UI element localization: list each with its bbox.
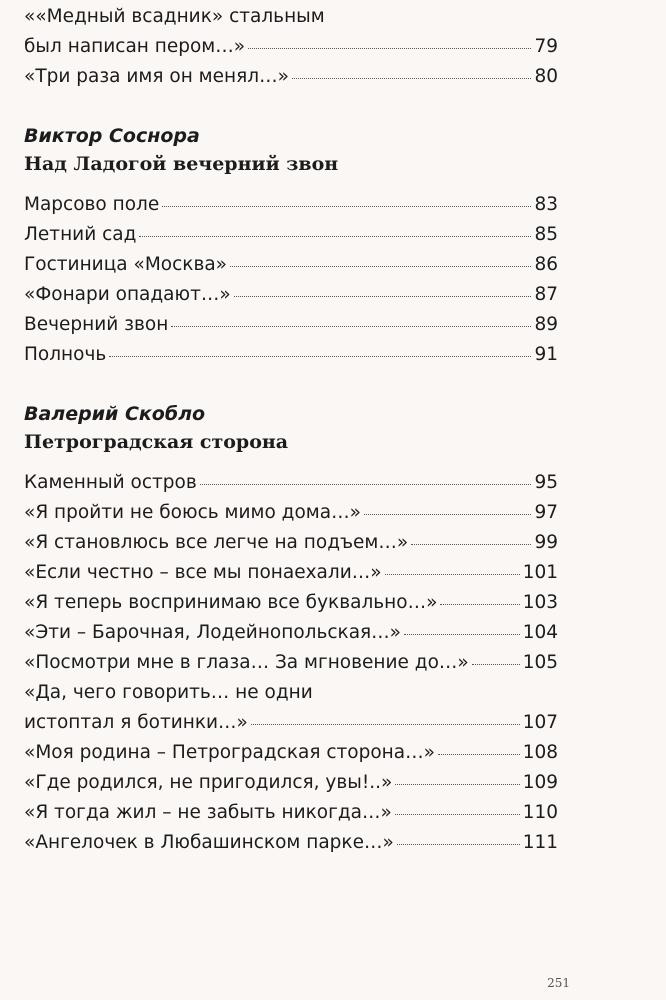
dot-leader <box>109 355 531 357</box>
dot-leader <box>292 77 532 79</box>
toc-entry-title: «Я теперь воспринимаю все буквально…» <box>24 592 438 613</box>
author-name: Виктор Соснора <box>24 125 200 147</box>
toc-entry-title: «Где родился, не пригодился, увы!..» <box>24 772 393 793</box>
toc-entry[interactable] <box>24 798 558 828</box>
toc-entry-title: «Моя родина – Петроградская сторона…» <box>24 742 435 763</box>
toc-entry-page: 111 <box>522 832 558 853</box>
toc-entry-page: 110 <box>522 802 558 823</box>
toc-entry-page: 101 <box>522 562 558 583</box>
author-name: Валерий Скобло <box>24 403 206 425</box>
dot-leader <box>162 205 531 207</box>
dot-leader <box>139 235 531 237</box>
section-skoblo <box>24 400 558 858</box>
dot-leader <box>251 723 520 725</box>
toc-entry-page: 97 <box>534 502 558 523</box>
dot-leader <box>397 843 520 845</box>
toc-entry[interactable] <box>24 32 558 62</box>
toc-entry-title: «Если честно – все мы понаехали…» <box>24 562 382 583</box>
dot-leader <box>364 513 532 515</box>
toc-entry[interactable] <box>24 558 558 588</box>
dot-leader <box>404 633 520 635</box>
toc-entry-title: был написан пером…» <box>24 36 246 57</box>
toc-entry[interactable] <box>24 190 558 220</box>
dot-leader <box>395 813 520 815</box>
toc-entry[interactable] <box>24 280 558 310</box>
toc-entry[interactable] <box>24 340 558 370</box>
toc-entry-title: Гостиница «Москва» <box>24 254 228 275</box>
toc-entry-page: 109 <box>522 772 558 793</box>
dot-leader <box>440 603 519 605</box>
toc-entry-title: «Ангелочек в Любашинском парке…» <box>24 832 394 853</box>
toc-entry-page: 105 <box>522 652 558 673</box>
toc-entry-line <box>24 2 558 32</box>
toc-entry-title: «Я тогда жил – не забыть никогда…» <box>24 802 392 823</box>
toc-entry[interactable] <box>24 250 558 280</box>
cycle-title: Петроградская сторона <box>24 431 289 453</box>
toc-entry[interactable] <box>24 828 558 858</box>
dot-leader <box>200 483 532 485</box>
dot-leader <box>438 753 520 755</box>
toc-entry-page: 91 <box>534 344 558 365</box>
table-of-contents <box>24 0 558 858</box>
toc-entry[interactable] <box>24 708 558 738</box>
toc-entry-title: «Да, чего говорить… не одни <box>24 682 313 703</box>
toc-entry-title: Вечерний звон <box>24 314 169 335</box>
dot-leader <box>472 663 520 665</box>
toc-entry-title: «Фонари опадают…» <box>24 284 231 305</box>
toc-entry-title: Марсово поле <box>24 194 160 215</box>
dot-leader <box>171 325 531 327</box>
toc-entry-title: «Эти – Барочная, Лодейнопольская…» <box>24 622 402 643</box>
toc-entry-page: 104 <box>522 622 558 643</box>
toc-entry[interactable] <box>24 528 558 558</box>
toc-entry-title: «Я становлюсь все легче на подъем…» <box>24 532 409 553</box>
toc-entry-page: 95 <box>534 472 558 493</box>
cycle-title: Над Ладогой вечерний звон <box>24 153 339 175</box>
page-number: 251 <box>547 976 570 990</box>
toc-entry-page: 103 <box>522 592 558 613</box>
toc-entry[interactable] <box>24 468 558 498</box>
toc-entry-page: 107 <box>522 712 558 733</box>
toc-entry[interactable] <box>24 768 558 798</box>
toc-entry-page: 85 <box>534 224 558 245</box>
toc-entry-title: ««Медный всадник» стальным <box>24 6 325 27</box>
toc-entry-title: «Посмотри мне в глаза… За мгновение до…» <box>24 652 469 673</box>
dot-leader <box>230 265 531 267</box>
toc-entry[interactable] <box>24 310 558 340</box>
toc-entry-title: Каменный остров <box>24 472 197 493</box>
dot-leader <box>385 573 520 575</box>
toc-entry[interactable] <box>24 220 558 250</box>
section-sosnora <box>24 122 558 370</box>
toc-entry[interactable] <box>24 738 558 768</box>
dot-leader <box>411 543 531 545</box>
toc-entry[interactable] <box>24 498 558 528</box>
toc-entry-title: «Три раза имя он менял…» <box>24 66 289 87</box>
toc-entry-page: 87 <box>534 284 558 305</box>
dot-leader <box>395 783 519 785</box>
toc-entry[interactable] <box>24 648 558 678</box>
toc-entry[interactable] <box>24 62 558 92</box>
toc-entry-title: «Я пройти не боюсь мимо дома…» <box>24 502 361 523</box>
toc-entry-page: 79 <box>534 36 558 57</box>
toc-entry-title: Летний сад <box>24 224 137 245</box>
toc-entry-page: 83 <box>534 194 558 215</box>
toc-entry[interactable] <box>24 588 558 618</box>
toc-entry-title: Полночь <box>24 344 107 365</box>
toc-entry[interactable] <box>24 618 558 648</box>
toc-entry-page: 99 <box>534 532 558 553</box>
toc-entry-page: 86 <box>534 254 558 275</box>
dot-leader <box>234 295 532 297</box>
toc-entry-page: 80 <box>534 66 558 87</box>
toc-entry-page: 108 <box>522 742 558 763</box>
dot-leader <box>248 47 531 49</box>
toc-entry-title: истоптал я ботинки…» <box>24 712 248 733</box>
toc-entry-line <box>24 678 558 708</box>
toc-entry-page: 89 <box>534 314 558 335</box>
